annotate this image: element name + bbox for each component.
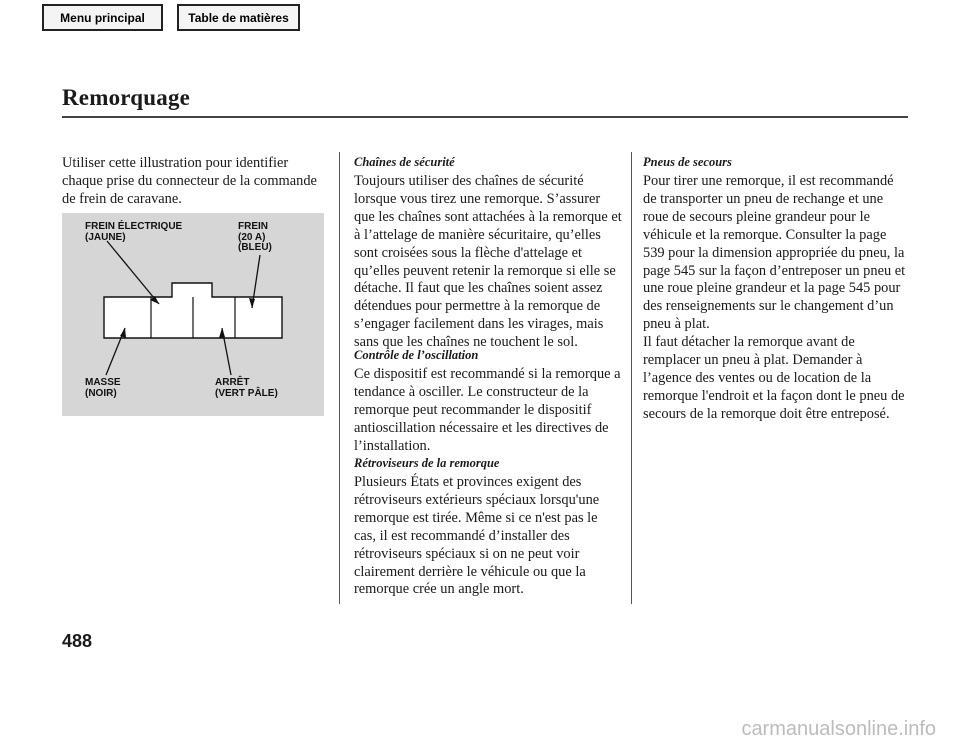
intro-paragraph: Utiliser cette illustration pour identifier chaque prise du connecteur de la commande de frein de caravane. (62, 155, 317, 207)
label-ground: MASSE (NOIR) (85, 377, 121, 399)
section-title: Remorquage (62, 85, 191, 110)
title-divider (62, 116, 908, 118)
paragraph-safety-chains: Toujours utiliser des chaînes de sécurité lorsque vous tirez une remorque. S’assurer que les chaînes sont attachées à la remorque et à l’attelage de manière sécuritaire, qu’elles sont croisées sous la flèche d'attelage et qu’elles peuvent retenir la remorque si elle se détache. Il faut que les chaînes soient assez détendues pour permettre à la remorque de s’engager facilement dans les virages, mais sans que les chaînes ne touchent le sol. (354, 173, 622, 351)
main-menu-button[interactable]: Menu principal (42, 4, 163, 31)
label-brake-electric: FREIN ÉLECTRIQUE (JAUNE) (85, 221, 183, 243)
page-number: 488 (62, 631, 93, 651)
watermark: carmanualsonline.info (741, 718, 936, 740)
leader-line-brake-electric (107, 241, 159, 304)
heading-safety-chains: Chaînes de sécurité (354, 155, 455, 169)
paragraph-spare-tires-2: Il faut détacher la remorque avant de remplacer un pneu à plat. Demander à l’agence des ventes ou de location de la remorque l'endroit et la façon dont le pneu de secours de la remorque doit être entreposé. (643, 334, 905, 422)
label-stop: ARRÊT (VERT PÂLE) (215, 377, 278, 399)
heading-spare-tires: Pneus de secours (643, 155, 732, 169)
paragraph-sway-control: Ce dispositif est recommandé si la remorque a tendance à osciller. Le constructeur de la remorque peut recommander le dispositif antioscillation nécessaire et les directives de l’installation. (354, 366, 621, 454)
paragraph-spare-tires-1: Pour tirer une remorque, il est recommandé de transporter un pneu de rechange et une roue de secours pleine grandeur pour le véhicule et la remorque. Consulter la page 539 pour la dimension appropriée du pneu, la page 545 sur la façon d’entreposer un pneu et une roue pleine grandeur et la page 545 pour des renseignements sur le changement d’un pneu à plat. (643, 173, 906, 333)
column-divider-right (631, 152, 632, 604)
connector-diagram (62, 213, 324, 416)
paragraph-trailer-mirrors: Plusieurs États et provinces exigent des rétroviseurs extérieurs spéciaux lorsqu'une remorque est tirée. Même si ce n'est pas le cas, il est recommandé d’installer des rétroviseurs spéciaux si on ne peut voir clairement derrière le véhicule ou que la remorque crée un angle mort. (354, 474, 600, 598)
heading-trailer-mirrors: Rétroviseurs de la remorque (354, 456, 500, 470)
heading-sway-control: Contrôle de l’oscillation (354, 348, 479, 362)
table-of-contents-button[interactable]: Table de matières (177, 4, 300, 31)
label-brake-20a: FREIN (20 A) (BLEU) (238, 221, 272, 253)
column-divider-left (339, 152, 340, 604)
